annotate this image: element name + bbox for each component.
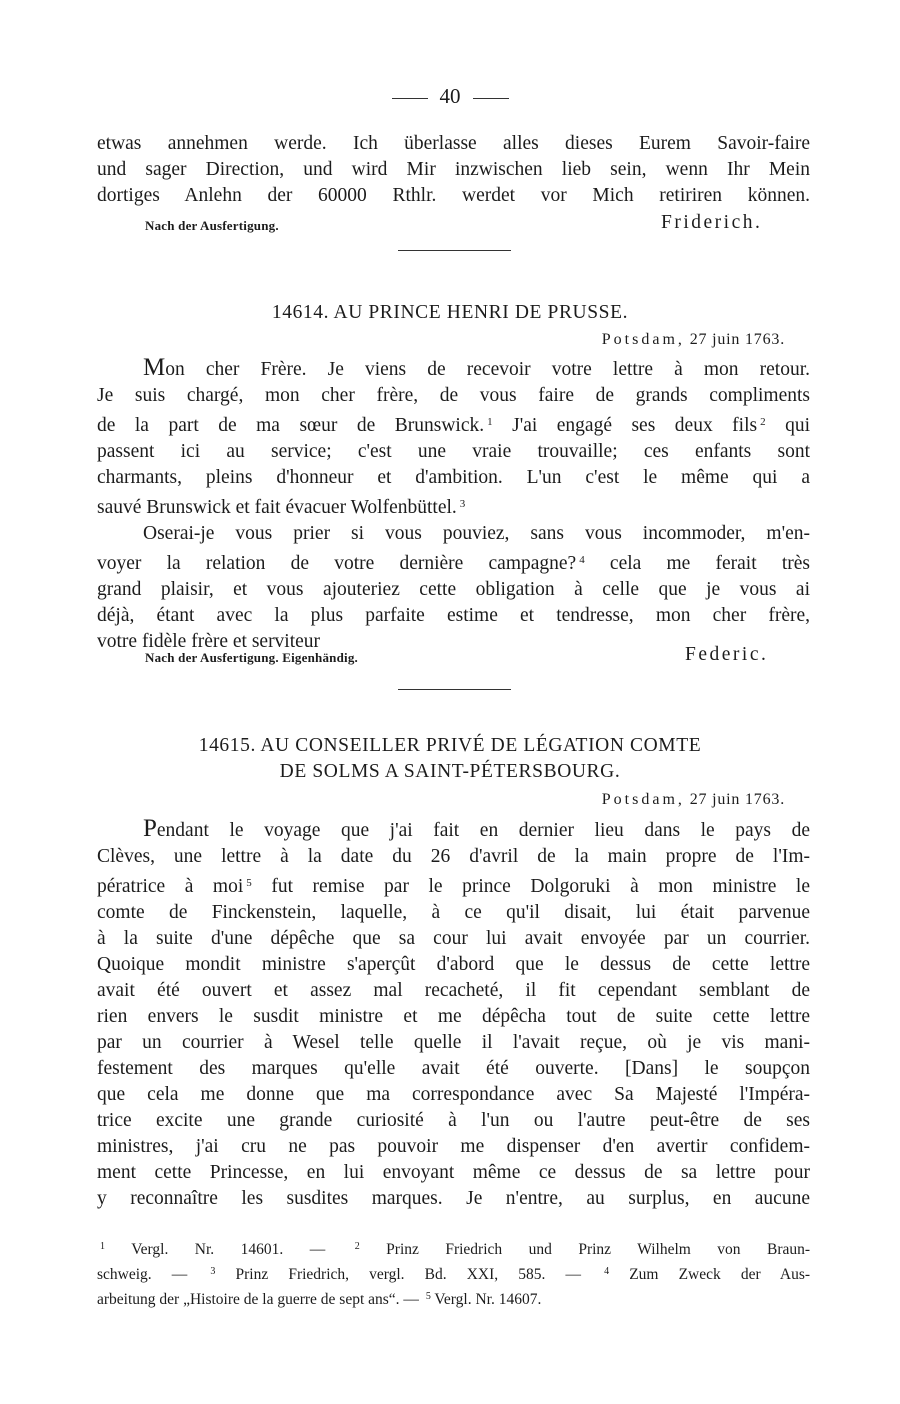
continuation-block bbox=[97, 131, 810, 209]
text-line: Quoique mondit ministre s'aperçût d'abord que le dessus de cette lettre bbox=[97, 954, 810, 975]
footnote-line: arbeitung der „Histoire de la guerre de sept ans“. — $^5$ Vergl. Nr. 14607. bbox=[97, 1291, 542, 1308]
footnote-ref: 4 bbox=[579, 554, 585, 566]
letter2-body bbox=[97, 816, 810, 1212]
header-dash-right bbox=[473, 98, 509, 99]
letter-title: AU CONSEILLER PRIVÉ DE LÉGATION COMTE bbox=[260, 735, 702, 756]
signature: Federic. bbox=[685, 644, 769, 665]
source-note: Nach der Ausfertigung. bbox=[145, 218, 279, 233]
text-line: que cela me donne que ma correspondance avec Sa Majesté l'Impéra- bbox=[97, 1084, 810, 1105]
text-line: voyer la relation de votre dernière campagne? $^4$ cela me ferait très bbox=[97, 553, 810, 574]
footnote-ref: 2 bbox=[760, 416, 766, 428]
date: 27 juin 1763. bbox=[689, 331, 785, 348]
text-line: à la suite d'une dépêche que sa cour lui avait envoyée par un courrier. bbox=[97, 928, 810, 949]
text-line: déjà, étant avec la plus parfaite estime et tendresse, mon cher frère, bbox=[97, 605, 810, 626]
letter-number: 14615. bbox=[198, 735, 256, 756]
initial-capital: P bbox=[143, 815, 157, 842]
letter-heading bbox=[0, 734, 900, 758]
section-divider bbox=[398, 250, 511, 251]
footnote-number: 4 bbox=[604, 1266, 610, 1277]
text-line: grand plaisir, et vous ajouteriez cette obligation à celle que je vous ai bbox=[97, 579, 810, 600]
footnote-number: 2 bbox=[354, 1241, 360, 1252]
text-line: Mon cher Frère. Je viens de recevoir votre lettre à mon retour. bbox=[143, 354, 810, 381]
place: Potsdam, bbox=[601, 791, 685, 808]
letter-title: AU PRINCE HENRI DE PRUSSE. bbox=[333, 302, 629, 323]
text-line: passent ici au service; c'est une vraie trouvaille; ces enfants sont bbox=[97, 441, 810, 462]
signature: Friderich. bbox=[661, 212, 763, 233]
text-line: Clèves, une lettre à la date du 26 d'avril de la main propre de l'Im- bbox=[97, 846, 810, 867]
dateline bbox=[602, 791, 785, 809]
footnote-line: schweig. — $^3$ Prinz Friedrich, vergl. Bd. XXI, 585. — $^4$ Zum Zweck der Aus- bbox=[97, 1266, 811, 1283]
text-line: avait été ouvert et assez mal recacheté, il fit cependant semblant de bbox=[97, 980, 810, 1001]
text-line: charmants, pleins d'honneur et d'ambition. L'un c'est le même qui a bbox=[97, 467, 810, 488]
text-line: und sager Direction, und wird Mir inzwischen lieb sein, wenn Ihr Mein bbox=[97, 159, 810, 180]
page-header bbox=[0, 84, 900, 108]
footnotes bbox=[97, 1236, 810, 1311]
header-dash-left bbox=[392, 98, 428, 99]
text-line: pératrice à moi $^5$ fut remise par le prince Dolgoruki à mon ministre le bbox=[97, 876, 811, 897]
text-line: Oserai-je vous prier si vous pouviez, sans vous incommoder, m'en- bbox=[143, 523, 810, 544]
block1-closing bbox=[97, 212, 810, 238]
footnote-number: 3 bbox=[210, 1266, 216, 1277]
letter1-body bbox=[97, 355, 810, 655]
letter-heading bbox=[0, 301, 900, 325]
text-line: Je suis chargé, mon cher frère, de vous faire de grands compliments bbox=[97, 385, 810, 406]
text-line: y reconnaître les susdites marques. Je n'entre, au surplus, en aucune bbox=[97, 1188, 810, 1209]
text-line: festement des marques qu'elle avait été ouverte. [Dans] le soupçon bbox=[97, 1058, 810, 1079]
text-line: comte de Finckenstein, laquelle, à ce qu'il disait, lui était parvenue bbox=[97, 902, 810, 923]
footnote-number: 5 bbox=[425, 1291, 431, 1302]
letter-number: 14614. bbox=[271, 302, 330, 323]
date: 27 juin 1763. bbox=[689, 791, 785, 808]
page-number: 40 bbox=[439, 84, 461, 108]
text-line: Pendant le voyage que j'ai fait en dernier lieu dans le pays de bbox=[143, 815, 810, 842]
letter-heading-line2: DE SOLMS A SAINT-PÉTERSBOURG. bbox=[279, 761, 621, 782]
text-line: etwas annehmen werde. Ich überlasse alles dieses Eurem Savoir-faire bbox=[97, 133, 810, 154]
text-line: par un courrier à Wesel telle quelle il l'avait reçue, où je vis mani- bbox=[97, 1032, 810, 1053]
footnote-ref: 5 bbox=[246, 877, 252, 889]
letter1-closing bbox=[97, 644, 810, 670]
text-line: trice excite une grande curiosité à l'un ou l'autre peut-être de ses bbox=[97, 1110, 810, 1131]
section-divider bbox=[398, 689, 511, 690]
footnote-number: 1 bbox=[100, 1241, 105, 1252]
dateline bbox=[602, 331, 785, 349]
text-line: sauvé Brunswick et fait évacuer Wolfenbüttel. $^3$ bbox=[97, 497, 466, 518]
text-line: de la part de ma sœur de Brunswick. $^1$ J'ai engagé ses deux fils $^2$ qui bbox=[97, 415, 811, 436]
text-line: votre fidèle frère et serviteur bbox=[97, 631, 321, 652]
text-line: dortiges Anlehn der 60000 Rthlr. werdet vor Mich retiriren können. bbox=[97, 185, 810, 206]
footnote-ref: 3 bbox=[459, 498, 466, 510]
text-line: ment cette Princesse, en lui envoyant même ce dessus de sa lettre pour bbox=[97, 1162, 810, 1183]
footnote-line: $^1$ Vergl. Nr. 14601. — $^2$ Prinz Friedrich und Prinz Wilhelm von Braun- bbox=[100, 1241, 811, 1258]
footnote-ref: 1 bbox=[487, 416, 493, 428]
text-line: rien envers le susdit ministre et me dépêcha tout de suite cette lettre bbox=[97, 1006, 810, 1027]
text-line: ministres, j'ai cru ne pas pouvoir me dispenser d'en avertir confidem- bbox=[97, 1136, 810, 1157]
source-note: Nach der Ausfertigung. Eigenhändig. bbox=[145, 650, 358, 665]
place: Potsdam, bbox=[601, 331, 685, 348]
initial-capital: M bbox=[143, 354, 166, 381]
